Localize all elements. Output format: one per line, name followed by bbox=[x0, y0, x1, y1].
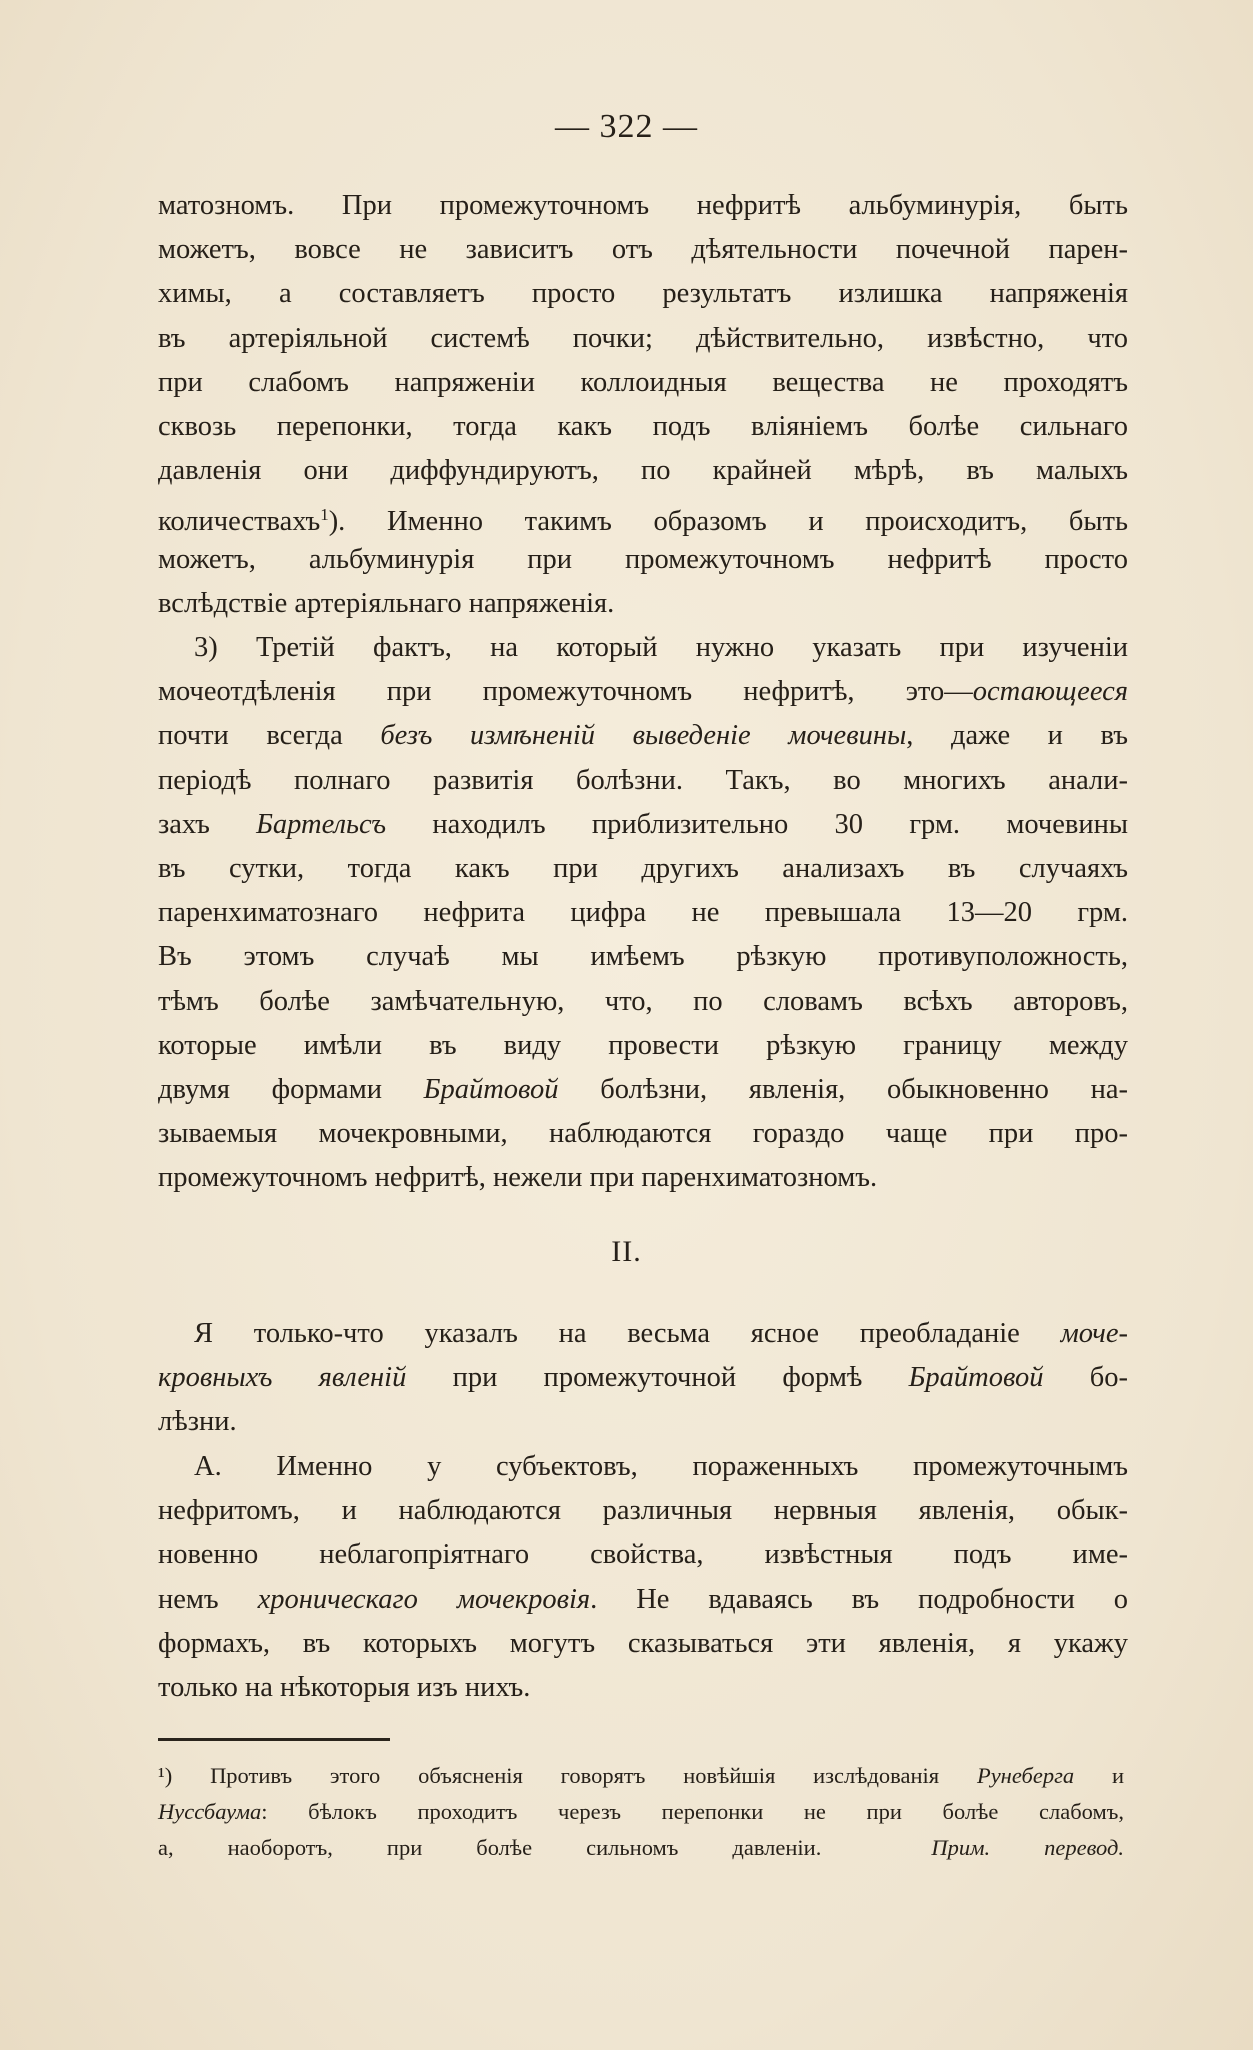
footnote-divider bbox=[158, 1738, 390, 1741]
text-line: зываемыя мочекровными, наблюдаются гораздо чаще при про- bbox=[158, 1118, 1128, 1150]
text-line: промежуточномъ нефритѣ, нежели при паренхиматозномъ. bbox=[158, 1162, 878, 1194]
text-line bbox=[158, 714, 1128, 758]
text-line: тѣмъ болѣе замѣчательную, что, по словамъ всѣхъ авторовъ, bbox=[158, 985, 1128, 1017]
text-fragment: , даже и въ bbox=[906, 720, 1128, 752]
section-heading: II. bbox=[611, 1235, 642, 1268]
text-line bbox=[158, 1356, 1128, 1400]
text-fragment: бо- bbox=[1043, 1362, 1128, 1394]
emphasis-text: моче- bbox=[1060, 1318, 1128, 1349]
text-fragment: Противъ этого объясненія говорятъ новѣйшія изслѣдованія bbox=[210, 1763, 977, 1788]
text-line: лѣзни. bbox=[158, 1406, 237, 1438]
paragraph-4 bbox=[158, 1445, 1128, 1710]
text-line: сквозь перепонки, тогда какъ подъ вліяніемъ болѣе сильнаго bbox=[158, 410, 1128, 442]
text-fragment: ). Именно такимъ образомъ и происходитъ, быть bbox=[328, 506, 1128, 538]
text-line: Въ этомъ случаѣ мы имѣемъ рѣзкую противуположность, bbox=[158, 941, 1128, 973]
author-name: Рунеберга bbox=[976, 1763, 1075, 1788]
text-line: химы, а составляетъ просто результатъ излишка напряженія bbox=[158, 278, 1128, 310]
text-fragment: болѣзни, явленія, обыкновенно на- bbox=[558, 1073, 1128, 1105]
text-line bbox=[158, 493, 1128, 537]
text-line: въ артеріяльной системѣ почки; дѣйствительно, извѣстно, что bbox=[158, 322, 1128, 354]
text-fragment: мочеотдѣленія при промежуточномъ нефритѣ, это— bbox=[158, 676, 973, 708]
text-line: періодѣ полнаго развитія болѣзни. Такъ, во многихъ анали- bbox=[158, 764, 1128, 796]
text-line bbox=[158, 670, 1128, 714]
text-fragment: и bbox=[1074, 1763, 1124, 1788]
text-line: которые имѣли въ виду провести рѣзкую границу между bbox=[158, 1029, 1128, 1061]
text-line: нефритомъ, и наблюдаются различныя нервныя явленія, обык- bbox=[158, 1495, 1128, 1527]
text-line bbox=[158, 1578, 1128, 1622]
text-fragment: количествахъ bbox=[158, 506, 321, 538]
paragraph-1 bbox=[158, 184, 1128, 626]
text-line: только на нѣкоторыя изъ нихъ. bbox=[158, 1671, 531, 1703]
translator-note: Прим. перевод. bbox=[931, 1835, 1125, 1860]
paragraph-3 bbox=[158, 1312, 1128, 1445]
footnote-line bbox=[158, 1758, 1124, 1794]
text-fragment: Я только-что указалъ на весьма ясное преобладаніе bbox=[194, 1318, 1061, 1349]
author-name: Бартельсъ bbox=[256, 808, 387, 840]
author-name: Брайтовой bbox=[908, 1362, 1044, 1394]
author-name: Брайтовой bbox=[423, 1073, 559, 1105]
text-fragment: при промежуточной формѣ bbox=[406, 1362, 909, 1394]
text-line: вслѣдствіе артеріяльнаго напряженія. bbox=[158, 587, 615, 619]
text-line: новенно неблагопріятнаго свойства, извѣстныя подъ име- bbox=[158, 1539, 1128, 1571]
text-fragment: двумя формами bbox=[158, 1073, 424, 1105]
footnote-marker: ¹) bbox=[158, 1763, 211, 1788]
text-line: въ сутки, тогда какъ при другихъ анализахъ въ случаяхъ bbox=[158, 852, 1128, 884]
emphasis-text: остающееся bbox=[972, 676, 1128, 708]
footnote-reference: 1 bbox=[320, 505, 329, 525]
text-line: можетъ, альбуминурія при промежуточномъ нефритѣ просто bbox=[158, 543, 1128, 575]
text-line: 3) Третій фактъ, на который нужно указать при изученіи bbox=[194, 632, 1128, 663]
text-fragment: захъ bbox=[158, 808, 257, 840]
paragraph-2 bbox=[158, 626, 1128, 1200]
text-fragment: а, наоборотъ, при болѣе сильномъ давленіи. bbox=[158, 1835, 822, 1860]
text-line: формахъ, въ которыхъ могутъ сказываться эти явленія, я укажу bbox=[158, 1627, 1128, 1659]
text-line: паренхиматознаго нефрита цифра не превышала 13—20 грм. bbox=[158, 897, 1128, 929]
text-line: можетъ, вовсе не зависитъ отъ дѣятельности почечной парен- bbox=[158, 234, 1128, 266]
text-fragment: немъ bbox=[158, 1583, 258, 1615]
text-line bbox=[158, 803, 1128, 847]
text-fragment: почти всегда bbox=[158, 720, 381, 752]
author-name: Нуссбаума bbox=[158, 1799, 262, 1824]
footnote-line bbox=[158, 1794, 1124, 1830]
text-fragment: находилъ приблизительно 30 грм. мочевины bbox=[386, 808, 1128, 840]
text-fragment: . Не вдаваясь въ подробности о bbox=[590, 1583, 1128, 1615]
text-line bbox=[158, 1312, 1128, 1356]
text-line: при слабомъ напряженіи коллоидныя вещества не проходятъ bbox=[158, 366, 1128, 398]
text-line: матозномъ. При промежуточномъ нефритѣ альбуминурія, быть bbox=[158, 190, 1128, 221]
page-number: — 322 — bbox=[555, 108, 698, 145]
text-line bbox=[158, 1068, 1128, 1112]
emphasis-text: безъ измѣненій выведеніе мочевины bbox=[380, 720, 907, 752]
text-fragment: : бѣлокъ проходитъ черезъ перепонки не при болѣе слабомъ, bbox=[261, 1799, 1124, 1824]
emphasis-text: кровныхъ явленій bbox=[158, 1362, 407, 1394]
text-line: А. Именно у субъектовъ, пораженныхъ промежуточнымъ bbox=[194, 1451, 1128, 1482]
footnote-line bbox=[158, 1830, 1124, 1866]
text-line: давленія они диффундируютъ, по крайней мѣрѣ, въ малыхъ bbox=[158, 455, 1128, 487]
footnote bbox=[158, 1758, 1124, 1866]
emphasis-text: хроническаго мочекровія bbox=[257, 1583, 591, 1615]
